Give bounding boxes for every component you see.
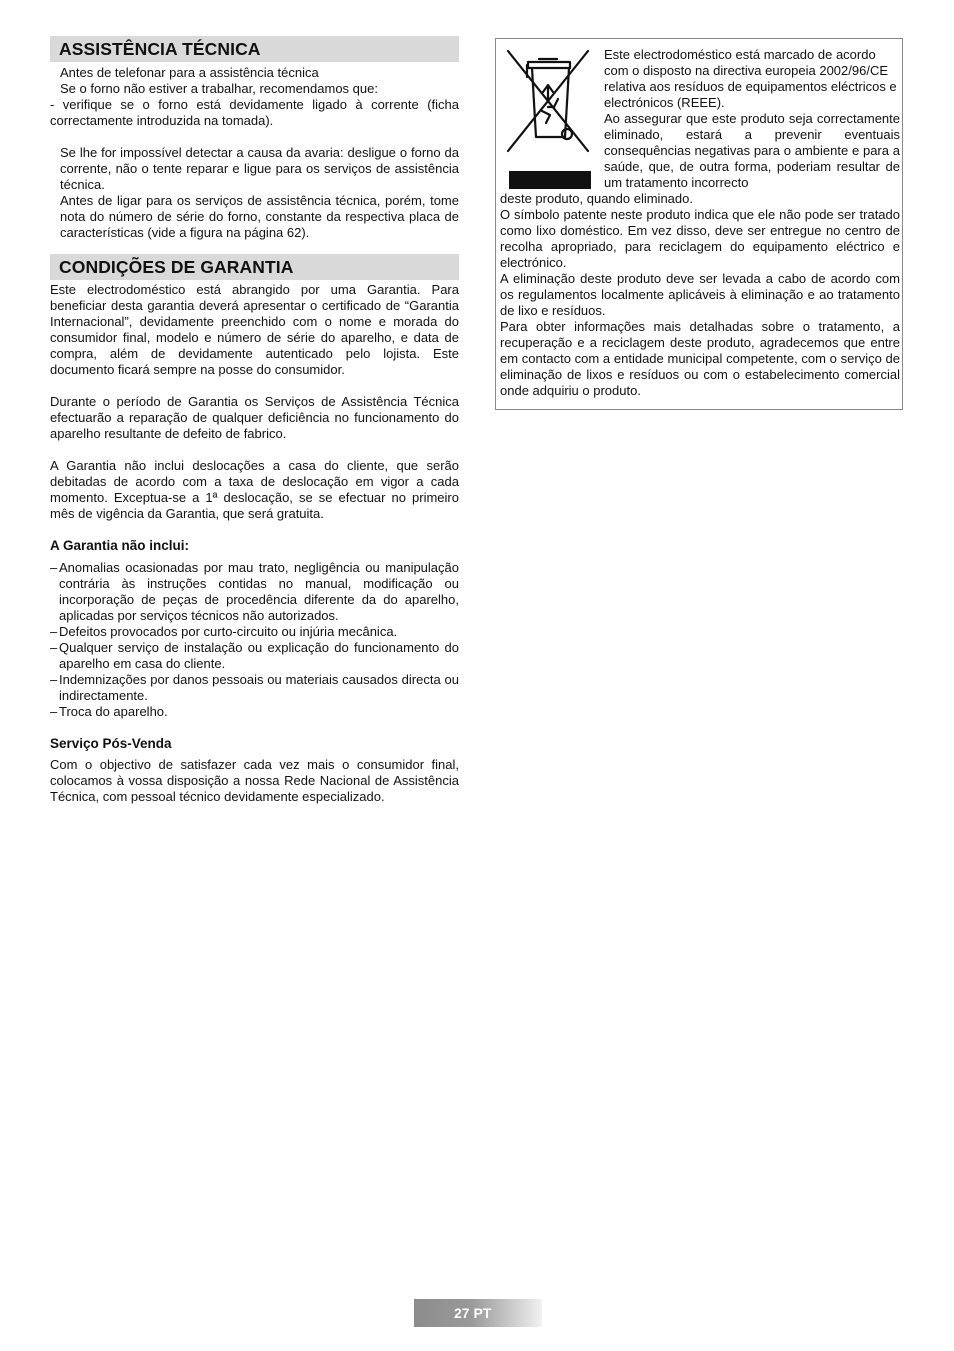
list-item: – Defeitos provocados por curto-circuito ou injúria mecânica. bbox=[50, 624, 398, 639]
page-number: 27 PT bbox=[454, 1305, 492, 1321]
dash-marker: – bbox=[50, 704, 58, 719]
dash-marker: – bbox=[50, 672, 58, 687]
paragraph-regulamentos-locais: A eliminação deste produto deve ser levada a cabo de acordo com os regulamentos localmente aplicáveis à eliminação e ao tratamento de lixo e resíduos. bbox=[500, 271, 900, 318]
list-item: – Troca do aparelho. bbox=[50, 704, 168, 719]
dash-marker: – bbox=[50, 560, 58, 575]
weee-notice-box bbox=[495, 38, 903, 410]
dash-marker: – bbox=[50, 640, 58, 655]
paragraph-directiva-reee: Este electrodoméstico está marcado de acordo com o disposto na directiva europeia 2002/96/CE relativa aos resíduos de equipamentos eléctricos e electrónicos (REEE). bbox=[604, 47, 897, 110]
paragraph-periodo-garantia: Durante o período de Garantia os Serviços de Assistência Técnica efectuarão a reparação de qualquer deficiência no funcionamento do aparelho resultante de defeito de fabrico. bbox=[50, 394, 459, 441]
paragraph-numero-serie: Antes de ligar para os serviços de assistência técnica, porém, tome nota do número de série do forno, constante da respectiva placa de características (vide a figura na página 62). bbox=[60, 193, 459, 240]
paragraph-antes-telefonar: Antes de telefonar para a assistência técnica bbox=[60, 65, 319, 80]
subheading-garantia-nao-inclui: A Garantia não inclui: bbox=[50, 538, 190, 553]
paragraph-causa-avaria: Se lhe for impossível detectar a causa da avaria: desligue o forno da corrente, não o tente reparar e ligue para os serviços de assistência técnica. bbox=[60, 145, 459, 192]
paragraph-recomendamos: Se o forno não estiver a trabalhar, recomendamos que: bbox=[60, 81, 378, 96]
left-column bbox=[50, 36, 459, 805]
weee-text-full bbox=[500, 191, 900, 399]
paragraph-eliminacao-correcta: Ao assegurar que este produto seja correctamente eliminado, estará a prevenir eventuais consequências negativas para o ambiente e para a saúde, que, de outra forma, poderiam resultar de um tratamento incorrecto bbox=[604, 111, 900, 190]
list-item: – Qualquer serviço de instalação ou explicação do funcionamento do aparelho em casa do cliente. bbox=[50, 640, 459, 671]
dash-marker: – bbox=[50, 624, 58, 639]
section-heading-assistencia: ASSISTÊNCIA TÉCNICA bbox=[50, 36, 459, 62]
page-number-tab bbox=[414, 1299, 542, 1327]
paragraph-garantia-intro: Este electrodoméstico está abrangido por uma Garantia. Para beneficiar desta garantia deverá apresentar o certificado de “Garantia Internacional”, devidamente preenchido com o nome e morada do consumidor final, modelo e número de série do aparelho, e data de compra, além de devidamente autenticado pelo lojista. Este documento ficará sempre na posse do consumidor. bbox=[50, 282, 459, 377]
section-heading-garantia: CONDIÇÕES DE GARANTIA bbox=[50, 254, 459, 280]
paragraph-quando-eliminado: deste produto, quando eliminado. bbox=[500, 191, 693, 206]
weee-text-side bbox=[604, 47, 900, 191]
paragraph-pos-venda: Com o objectivo de satisfazer cada vez mais o consumidor final, colocamos à vossa disposição a nossa Rede Nacional de Assistência Técnica, com pessoal técnico devidamente especializado. bbox=[50, 757, 459, 804]
list-item: – Indemnizações por danos pessoais ou materiais causados directa ou indirectamente. bbox=[50, 672, 459, 703]
paragraph-verifique: - verifique se o forno está devidamente ligado à corrente (ficha correctamente introduzida na tomada). bbox=[50, 97, 459, 128]
subheading-pos-venda: Serviço Pós-Venda bbox=[50, 736, 172, 751]
paragraph-deslocacoes: A Garantia não inclui deslocações a casa do cliente, que serão debitadas de acordo com a taxa de deslocação em vigor a cada momento. Exceptua-se a 1ª deslocação, se se efectuar no primeiro mês de vigência da Garantia, que será gratuita. bbox=[50, 458, 459, 521]
exclusions-list bbox=[50, 560, 459, 720]
paragraph-simbolo-patente: O símbolo patente neste produto indica que ele não pode ser tratado como lixo doméstico. Em vez disso, deve ser entregue no centro de recolha apropriado, para reciclagem do equipamento eléctrico e electrónico. bbox=[500, 207, 900, 270]
crossed-out-wheelie-bin-icon bbox=[502, 45, 594, 189]
paragraph-informacoes-detalhadas: Para obter informações mais detalhadas sobre o tratamento, a recuperação e a reciclagem deste produto, agradecemos que entre em contacto com a entidade municipal competente, com o serviço de eliminação de lixos e resíduos ou com o estabelecimento comercial onde adquiriu o produto. bbox=[500, 319, 900, 398]
list-item: – Anomalias ocasionadas por mau trato, negligência ou manipulação contrária às instruções contidas no manual, modificação ou incorporação de peças de procedência diferente da do aparelho, aplicadas por serviços técnicos não autorizados. bbox=[50, 560, 459, 623]
